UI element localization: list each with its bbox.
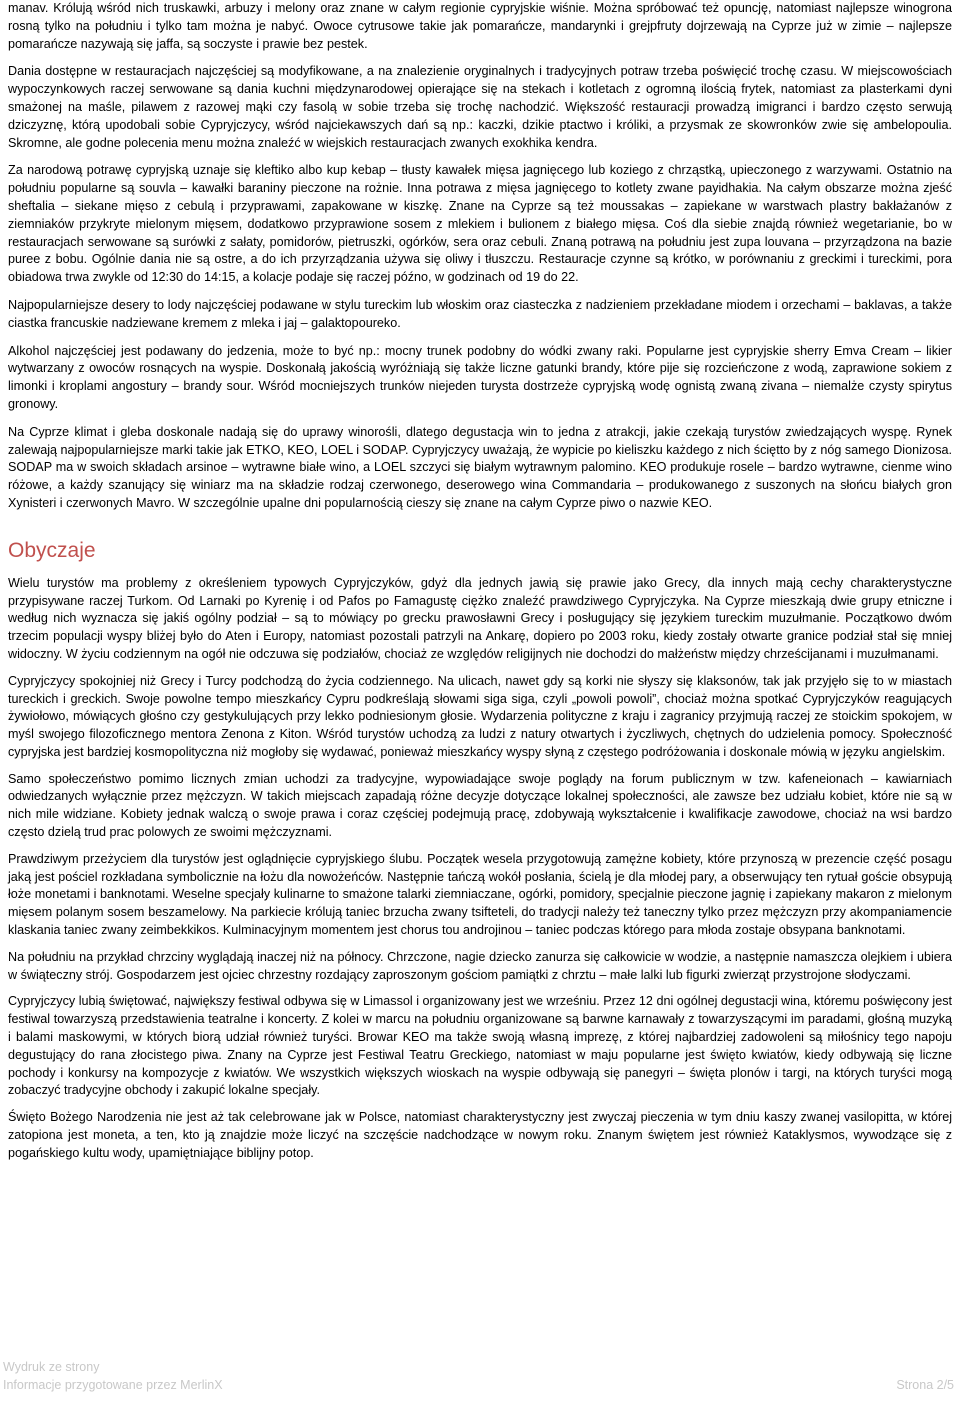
footer-source-label: Informacje przygotowane przez MerlinX: [3, 1378, 223, 1392]
paragraph-festivals: Cypryjczycy lubią świętować, największy festiwal odbywa się w Limassol i organizowany jest we wrześniu. Przez 12 dni ogólnej degustacji wina, któremu poświęcony jest festiwal towarzyszą przedstawienia teatralne i koncerty. Z kolei w marcu na południu organizowane są barwne karnawały z towarzyszącymi im paradami, głośną muzyką i balami maskowymi, w których biorą udział również turyści. Browar KEO ma także swoją własną imprezę, z której najbardziej zadowoleni są miłośnicy tego napoju degustujący do rana złocistego piwa. Znany na Cyprze jest Festiwal Teatru Greckiego, natomiast w maju popularne jest święto kwiatów, kiedy odbywają się liczne pochody i konkursy na kompozycje z kwiatów. We wszystkich większych wioskach na wyspie odbywają się panegyri – święta plonów i targi, na których turyści mogą zobaczyć tradycyjne obchody i zakupić lokalne specjały.: [8, 994, 952, 1098]
paragraph-christening: Na południu na przykład chrzciny wyglądają inaczej niż na północy. Chrzczone, nagie dziecko zanurza się całkowicie w wodzie, a następnie namaszcza olejkiem i ubiera w świąteczny strój. Gospodarzem jest ojciec chrzestny rozdający zaproszonym gościom pamiątki z chrztu – małe lalki lub figurki zwierząt przystrojone słodyczami.: [8, 949, 952, 982]
paragraph-identity: Wielu turystów ma problemy z określeniem typowych Cypryjczyków, gdyż dla jednych jawią się prawie jako Grecy, dla innych mają cechy charakterystyczne przypisywane raczej Turkom. Od Larnaki po Kyrenię i od Pafos po Famagustę ciężko znaleźć prawdziwego Cypryjczyka. Na Cyprze mieszkają dwie grupy etniczne i według nich wyznacza się jakiś ogólny podział – są to mówiący po grecku prawosławni Grecy i posługujący się językiem tureckim muzułmanie. Początkowo dwóm trzecim populacji wyspy bliżej było do Aten i Europy, natomiast pozostali patrzyli na Ankarę, dopiero po 2003 roku, kiedy zostały otwarte granice podział stał się mniej widoczny. W życiu codziennym na ogół nie odczuwa się podziałów, chociaż ze względów religijnych nie dochodzi do małżeństw między chrześcijanami i muzułmanami.: [8, 575, 952, 661]
paragraph-wedding: Prawdziwym przeżyciem dla turystów jest oglądnięcie cypryjskiego ślubu. Początek wesela przygotowują zamężne kobiety, które przynoszą w prezencie część posagu jaką jest pościel rozkładana symbolicznie na łożu dla nowożeńców. Następnie tańczą wokół posłania, ścielą je dla młodej pary, a obserwujący ten rytuał goście obsypują łoże monetami i banknotami. Weselne specjały kulinarne to smażone talarki ziemniaczane, ogórki, pomidory, specjalnie pieczone jagnię i zapiekany makaron z mielonym mięsem polanym sosem beszamelowy. Na parkiecie królują taniec brzucha zwany tsifteteli, do tradycji należy też taneczny tylko przez mężczyzn przy akompaniamencie klaskania taniec zwany zeimbekkikos. Kulminacyjnym momentem jest chorus tou androjinou – taniec podczas którego para młoda zostaje obsypana banknotami.: [8, 851, 952, 938]
paragraph-christmas: Święto Bożego Narodzenia nie jest aż tak celebrowane jak w Polsce, natomiast charakterystyczny jest zwyczaj pieczenia w tym dniu kaszy zwanej vasilopitta, w której zatopiona jest moneta, a ten, kto ją znajdzie może liczyć na szczęście nadchodzące w nowym roku. Znanym świętem jest również Kataklysmos, wywodzące się z pogańskiego kultu wody, upamiętniające biblijny potop.: [8, 1110, 952, 1160]
paragraph-wine: Na Cyprze klimat i gleba doskonale nadają się do uprawy winorośli, dlatego degustacja win to jedna z atrakcji, jakie czekają turystów zwiedzających wyspę. Rynek zalewają najpopularniejsze marki takie jak ETKO, KEO, LOEL i SODAP. Cypryjczycy uważają, że wypicie po kieliszku każdego z nich ściętto by z nóg samego Dionizosa. SODAP ma w swoich składach arsinoe – wytrawne białe wino, a LOEL szczyci się białym wytrawnym palomino. KEO produkuje rosele – bardzo wytrawne, cienme wino różowe, a każdy szanujący się winiarz ma na składzie rodzaj czerwonego, deserowego wina Commandaria – produkowanego z suszonych na słońcu białych gron Xynisteri i czerwonych Mavro. W szczególnie upalne dni popularnością cieszy się znane na całym Cyprze piwo o nazwie KEO.: [8, 424, 952, 510]
paragraph-society: Samo społeczeństwo pomimo licznych zmian uchodzi za tradycyjne, wypowiadające swoje poglądy na forum publicznym w tzw. kafeneionach – kawiarniach odwiedzanych wyłącznie przez mężczyzn. W takich miejscach zapadają różne decyzje dotyczące lokalnej społeczności, ale zawsze bez udziału kobiet, które nie są w nich mile widziane. Kobiety jednak walczą o swoje prawa i coraz częściej podejmują pracę, zdobywają wykształcenie i kwalifikacje zawodowe, chociaż na wsi bardzo często dzielą trud prac polowych ze swoimi mężczyznami.: [8, 771, 952, 840]
section-title: Obyczaje: [8, 538, 96, 562]
footer-page-number: Strona 2/5: [896, 1378, 954, 1392]
paragraph-national-dishes: Za narodową potrawę cypryjską uznaje się kleftiko albo kup kebap – tłusty kawałek mięsa jagnięcego lub koziego z chrząstką, upieczonego z warzywami. Ostatnio na południu popularne są souvla – kawałki baraniny pieczone na rożnie. Inna potrawa z mięsa jagnięcego to kotlety zwane payidhakia. Na całym obszarze można zjeść sheftalia – siekane mięso z cebulą i przyprawami, zapakowane w kiszkę. Znane na Cyprze są też moussakas – zapiekane w warstwach plastry bakłażanów z ziemniaków przykryte mielonym mięsem, dodatkowo przyprawione sosem z mlekiem i bulionem z białego mięsa. Coś dla siebie znajdą również wegetarianie, bo w restauracjach serwowane są surówki z sałaty, pomidorów, pietruszki, ogórków, sera oraz cebuli. Znaną potrawą na południu jest zupa louvana – przyrządzona na bazie puree z bobu. Ogólnie dania nie są ostre, a do ich przyrządzania używa się oliwy i tłuszczu. Restauracje czynne są krótko, w porównaniu z greckimi i tureckimi, pora obiadowa trwa zwykle od 12:30 do 14:15, a kolacje podaje się raczej późno, w godzinach od 19 do 22.: [8, 163, 952, 285]
paragraph-fruits: manav. Królują wśród nich truskawki, arbuzy i melony oraz znane w całym regionie cypryjskie wiśnie. Można spróbować też opuncję, natomiast najlepsze winogrona rosną tylko na południu i tylko tam można je nabyć. Owoce cytrusowe takie jak pomarańcze, mandarynki i grejpfruty dojrzewają na Cyprze już w zimie – najlepsze pomarańcze nazywają się jaffa, są soczyste i prawie bez pestek.: [8, 1, 952, 51]
footer-print-label: Wydruk ze strony: [3, 1360, 100, 1374]
paragraph-restaurants: Dania dostępne w restauracjach najczęściej są modyfikowane, a na znalezienie oryginalnych i tradycyjnych potraw trzeba poświęcić trochę czasu. W miejscowościach wypoczynkowych raczej serwowane są dania kuchni międzynarodowej opierające się na stekach i kotletach z ogromną ilością frytek, natomiast za plasterkami dyni smażonej na maśle, pilawem z razowej mąki czy fasolą w sobie trzeba się trochę nachodzić. Większość restauracji prowadzą imigranci i bardzo często serwują dziczyznę, którą upodobali sobie Cypryjczycy, wśród najciekawszych dań są np.: kaczki, dzikie ptactwo i króliki, a przysmak ze skowronków zwie się ambelopoulia. Skromne, ale godne polecenia menu można znaleźć w wiejskich restauracjach zwanych exokhika kendra.: [8, 64, 952, 150]
page-footer: [3, 1358, 954, 1394]
paragraph-alcohol: Alkohol najczęściej jest podawany do jedzenia, może to być np.: mocny trunek podobny do wódki zwany raki. Popularne jest cypryjskie sherry Emva Cream – likier wytwarzany z owoców rosnących na wyspie. Doskonałą jakością wyróżniają się także liczne gatunki brandy, które pije się rozcieńczone z wodą, zaprawione sokiem z limonki i kroplami angostury – brandy sour. Wśród mocniejszych trunków niejeden turysta dostrzeże cypryjską wodę ognistą zwaną zivana – niemalże czysty spirytus gronowy.: [8, 343, 952, 411]
paragraph-temperament: Cypryjczycy spokojniej niż Grecy i Turcy podchodzą do życia codziennego. Na ulicach, nawet gdy są korki nie słyszy się klaksonów, tak jak przyjęło się to w miastach tureckich i greckich. Swoje powolne tempo mieszkańcy Cypru podkreślają słowami siga siga, czyli „powoli powoli”, chociaż można spotkać Cypryjczyków reagujących żywiołowo, mówiących głośno czy gestykulujących przy lekko podniesionym głosie. Wydarzenia polityczne z kraju i zagranicy przyjmują raczej ze stoickim spokojem, w myśl swojego filozoficznego mentora Zenona z Kiton. Wśród turystów uchodzą za ludzi z natury otwartych i życzliwych, chętnych do udzielenia pomocy. Społeczność cypryjska jest bardziej kosmopolityczna niż mogłoby się wydawać, ponieważ mieszkańcy wyspy słyną z częstego podróżowania i doskonale mówią w języku angielskim.: [8, 673, 952, 759]
document-page: [8, 0, 952, 1163]
paragraph-desserts: Najpopularniejsze desery to lody najczęściej podawane w stylu tureckim lub włoskim oraz ciasteczka z nadzieniem przekładane miodem i orzechami – baklavas, a także ciastka francuskie nadziewane kremem z mleka i jaj – galaktopoureko.: [8, 297, 952, 330]
